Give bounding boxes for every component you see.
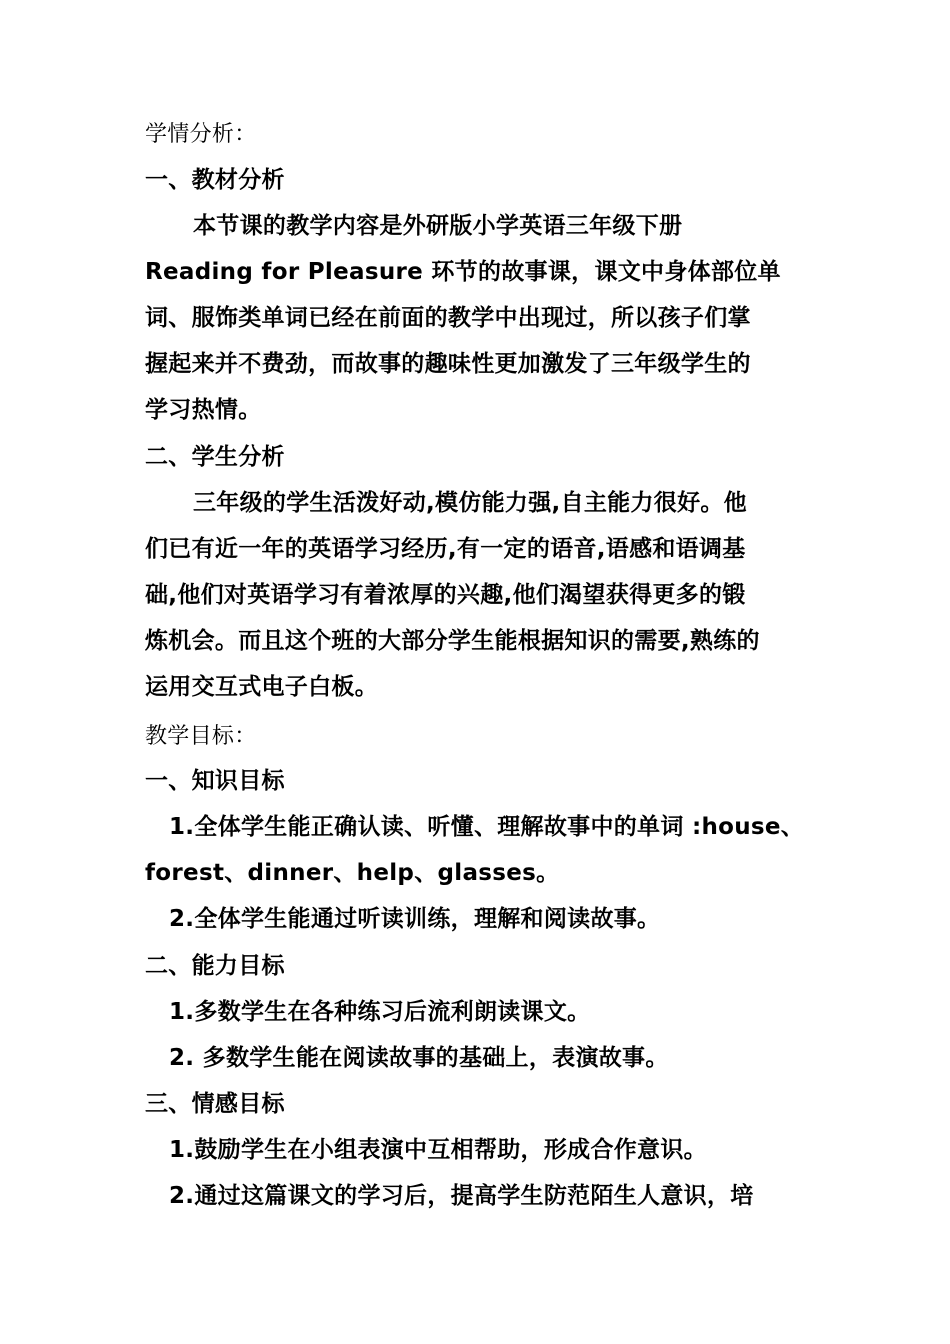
paragraph-line: 运用交互式电子白板。 bbox=[145, 674, 378, 700]
heading-teaching-goals: 教学目标： bbox=[145, 724, 257, 749]
list-item: 2. 多数学生能在阅读故事的基础上，表演故事。 bbox=[169, 1045, 669, 1071]
section-heading-knowledge-goals: 一、知识目标 bbox=[145, 768, 285, 794]
paragraph-line: Reading for Pleasure 环节的故事课，课文中身体部位单 bbox=[145, 259, 781, 285]
paragraph-line: 握起来并不费劲，而故事的趣味性更加激发了三年级学生的 bbox=[145, 351, 751, 377]
list-item-continuation: forest、dinner、help、glasses。 bbox=[145, 860, 560, 886]
paragraph-line: 础,他们对英语学习有着浓厚的兴趣,他们渴望获得更多的锻 bbox=[145, 582, 746, 608]
list-item: 1.全体学生能正确认读、听懂、理解故事中的单词 :house、 bbox=[169, 814, 805, 840]
section-heading-student-analysis: 二、学生分析 bbox=[145, 444, 285, 470]
list-item: 2.全体学生能通过听读训练，理解和阅读故事。 bbox=[169, 906, 661, 932]
paragraph-line: 词、服饰类单词已经在前面的教学中出现过，所以孩子们掌 bbox=[145, 305, 751, 331]
paragraph-line: 本节课的教学内容是外研版小学英语三年级下册 bbox=[193, 213, 683, 239]
paragraph-line: 炼机会。而且这个班的大部分学生能根据知识的需要,熟练的 bbox=[145, 628, 760, 654]
section-heading-textbook-analysis: 一、教材分析 bbox=[145, 167, 285, 193]
section-heading-ability-goals: 二、能力目标 bbox=[145, 953, 285, 979]
list-item: 2.通过这篇课文的学习后，提高学生防范陌生人意识，培 bbox=[169, 1183, 754, 1209]
list-item: 1.多数学生在各种练习后流利朗读课文。 bbox=[169, 999, 591, 1025]
list-item: 1.鼓励学生在小组表演中互相帮助，形成合作意识。 bbox=[169, 1137, 707, 1163]
paragraph-line: 们已有近一年的英语学习经历,有一定的语音,语感和语调基 bbox=[145, 536, 746, 562]
section-heading-emotional-goals: 三、情感目标 bbox=[145, 1091, 285, 1117]
paragraph-line: 三年级的学生活泼好动,模仿能力强,自主能力很好。他 bbox=[193, 490, 747, 516]
paragraph-line: 学习热情。 bbox=[145, 397, 262, 423]
heading-student-analysis: 学情分析： bbox=[145, 122, 257, 147]
